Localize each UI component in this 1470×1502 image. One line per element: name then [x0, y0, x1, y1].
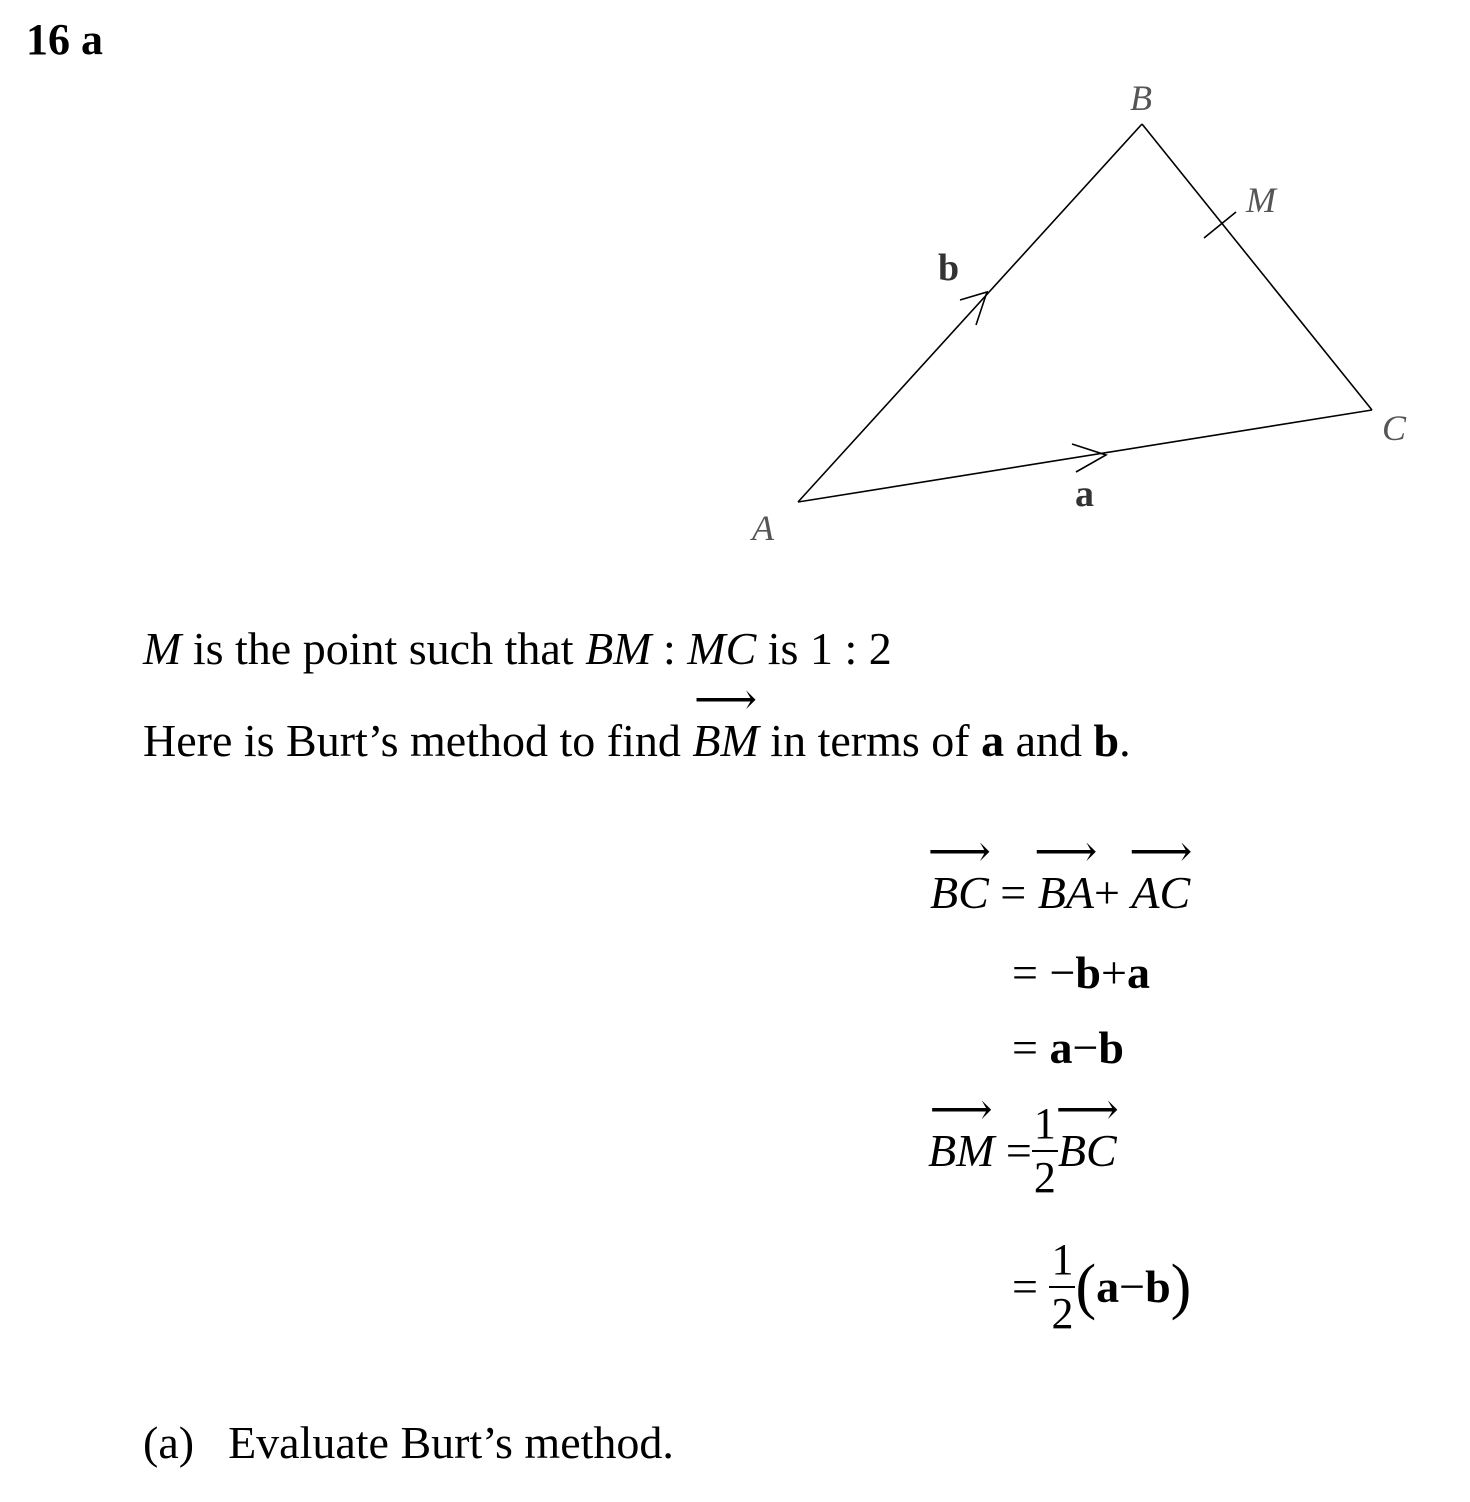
ratio-statement: M is the point such that BM : MC is 1 : 2 — [143, 623, 892, 674]
method-line-2: = −b+a — [1012, 947, 1150, 998]
vector-bm: ⟶ BM — [692, 675, 759, 766]
part-a-label: (a) — [143, 1417, 195, 1468]
method-intro: Here is Burt’s method to find ⟶ BM in terms of a and b. — [143, 675, 1131, 766]
label-vector-b: b — [938, 247, 960, 289]
side-ab — [798, 124, 1142, 502]
method-line-3: = a−b — [1012, 1022, 1124, 1073]
method-line-1: ⟶ BC = ⟶ BA+ ⟶ AC — [927, 827, 1193, 918]
label-c-point: C — [1382, 408, 1407, 448]
side-bc — [1142, 124, 1372, 410]
label-vector-a: a — [1075, 473, 1094, 515]
method-line-5: = $\frac{1}{2}$ (a−b) — [1012, 1235, 1192, 1338]
label-a-point: A — [752, 508, 774, 548]
method-line-4: ⟶ BM = $\frac{1}{2}$ ⟶ BC — [928, 1085, 1119, 1202]
question-number: 16 a — [26, 15, 103, 64]
label-m-point: M — [1246, 180, 1276, 220]
part-a-question — [143, 1417, 674, 1468]
part-a-text: Evaluate Burt’s method. — [228, 1417, 674, 1468]
label-b-point: B — [1130, 78, 1152, 118]
